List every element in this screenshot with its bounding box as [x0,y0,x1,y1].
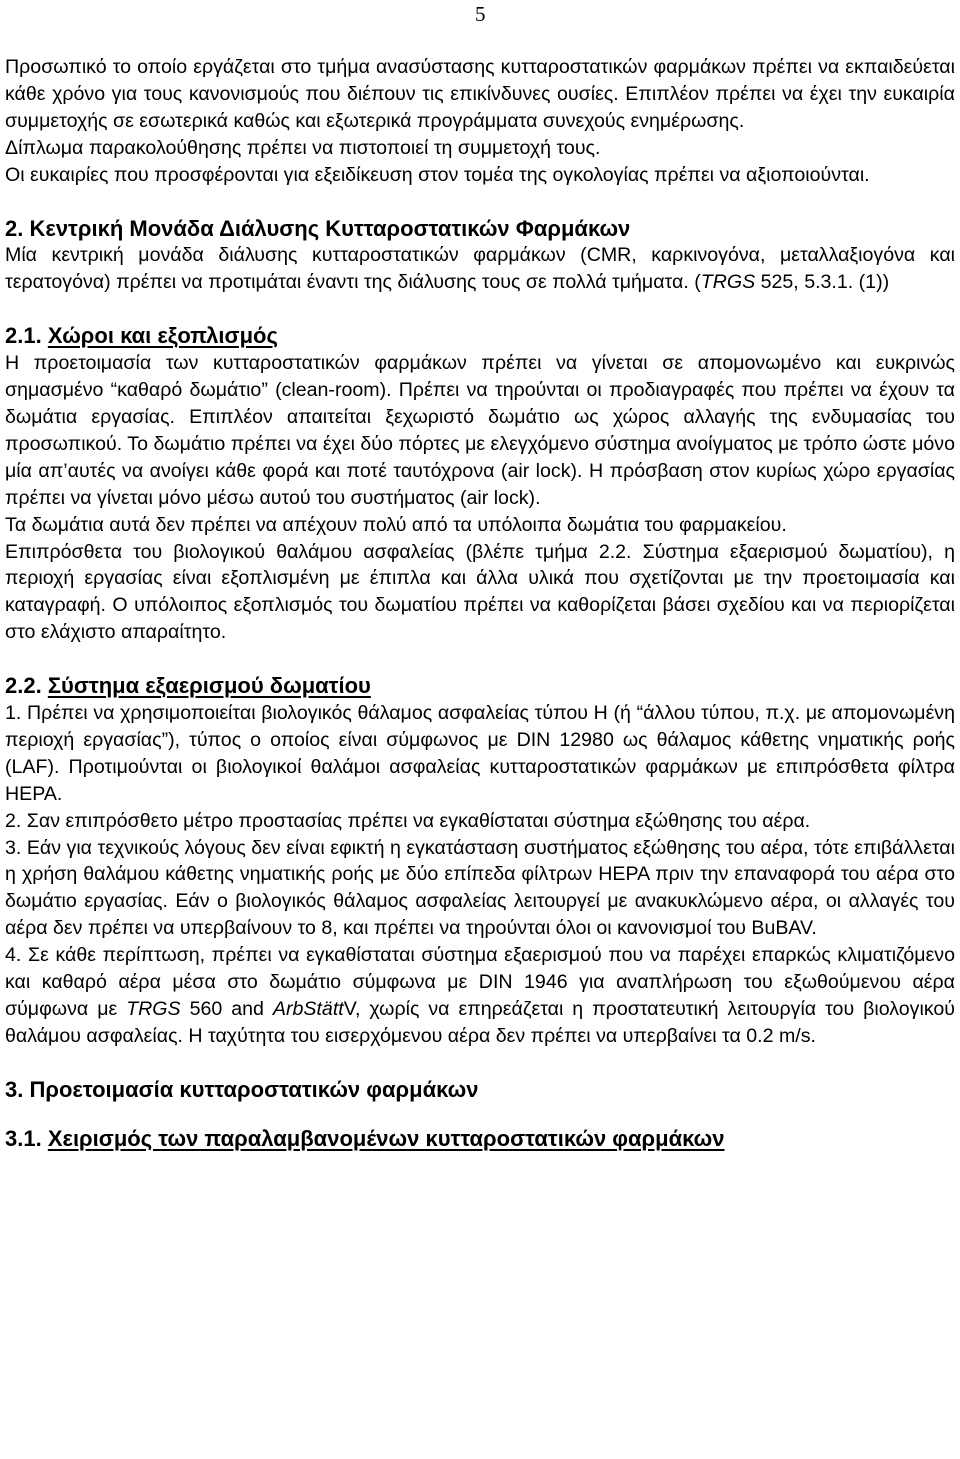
intro-paragraph-specialization: Οι ευκαιρίες που προσφέρονται για εξειδίκευση στον τομέα της ογκολογίας πρέπει να αξιοποιούνται. [5,163,870,186]
page-number: 5 [475,2,486,26]
section-2-1-paragraph-equipment: Επιπρόσθετα του βιολογικού θαλάμου ασφαλείας (βλέπε τμήμα 2.2. Σύστημα εξαερισμού δωματίου), η περιοχή εργασίας είναι εξοπλισμένη με έπιπλα και άλλα υλικά που σχετίζονται με την προετοιμασία και καταγραφή. Ο υπόλοιπος εξοπλισμός του δωματίου πρέπει να καθορίζεται βάσει σχεδίου και να περιορίζεται στο ελάχιστο απαραίτητο. [5,540,955,644]
section-2-2-heading [5,673,955,700]
section-2-1-number: 2.1. [5,323,42,349]
section-2-2-title: Σύστημα εξαερισμού δωματίου [47,673,371,699]
section-2-2-item-4-text-c: V, χωρίς να επηρεάζεται η προστατευτική λειτουργία του βιολογικού θαλάμου ασφαλείας. Η ταχύτητα του εισερχόμενου αέρα δεν πρέπει να υπερβαίνει τα 0.2 m/s. [5,998,956,1047]
section-3-1-title: Χειρισμός των παραλαμβανομένων κυτταροστατικών φαρμάκων [47,1125,725,1151]
intro-paragraph-training: Προσωπικό το οποίο εργάζεται στο τμήμα ανασύστασης κυτταροστατικών φαρμάκων πρέπει να εκπαιδεύεται κάθε χρόνο για τους κανονισμούς που διέπουν τις επικίνδυνες ουσίες. Επιπλέον πρέπει να έχει την ευκαιρία συμμετοχής σε εσωτερικά καθώς και εξωτερικά προγράμματα συνεχούς ενημέρωσης. [5,56,955,132]
section-3-number: 3. [5,1076,24,1102]
section-2-2-item-4-text-a: 4. Σε κάθε περίπτωση, πρέπει να εγκαθίσταται σύστημα εξαερισμού που να παρέχει επαρκώς κλιματιζόμενο και καθαρό αέρα μέσα στο δωμάτιο σύμφωνα με DIN 1946 για αναπλήρωση του εξωθούμενου αέρα σύμφωνα με [5,944,955,1020]
document-body [5,54,955,1153]
section-2-2-item-4-arbstatt: ArbStätt [272,998,344,1020]
section-2-1-heading [5,323,955,350]
section-2-2-item-2: 2. Σαν επιπρόσθετο μέτρο προστασίας πρέπει να εγκαθίσταται σύστημα εξώθησης του αέρα. [5,809,811,832]
section-2-number: 2. [5,215,24,241]
section-3-heading [5,1077,955,1104]
section-2-2-item-1: 1. Πρέπει να χρησιμοποιείται βιολογικός θάλαμος ασφαλείας τύπου Η (ή “άλλου τύπου, π.χ. με απομονωμένη περιοχή εργασίας”), τύπος ο οποίος είναι σύμφωνος με DIN 12980 ως θάλαμος κάθετης νηματικής ροής (LAF). Προτιμούνται οι βιολογικοί θαλάμοι ασφαλείας κυτταροστατικών φαρμάκων με επιπρόσθετα φίλτρα HEPA. [5,702,955,805]
section-2-heading [5,216,955,243]
intro-paragraph-diploma: Δίπλωμα παρακολούθησης πρέπει να πιστοποιεί τη συμμετοχή τους. [5,136,601,159]
section-2-title: Κεντρική Μονάδα Διάλυσης Κυτταροστατικών Φαρμάκων [29,215,631,241]
section-2-1-paragraph-location: Τα δωμάτια αυτά δεν πρέπει να απέχουν πολύ από τα υπόλοιπα δωμάτια του φαρμακείου. [5,513,787,536]
section-2-text-trgs: TRGS [700,271,756,294]
section-2-text-a: Μία κεντρική μονάδα διάλυσης κυτταροστατικών φαρμάκων (CMR, καρκινογόνα, μεταλλαξιογόνα και τερατογόνα) πρέπει να προτιμάται έναντι της διάλυσης τους σε πολλά τμήματα. ( [5,244,955,294]
section-2-2-item-3: 3. Εάν για τεχνικούς λόγους δεν είναι εφικτή η εγκατάσταση συστήματος εξώθησης του αέρα, τότε επιβάλλεται η χρήση θαλάμου κάθετης νηματικής ροής με δύο επίπεδα φίλτρων HEPA πριν την επαναφορά του αέρα στο δωμάτιο εργασίας. Εάν ο βιολογικός θάλαμος ασφαλείας λειτουργεί με ανακυκλώμενο αέρα, οι αλλαγές του αέρα δεν πρέπει να υπερβαίνουν το 8, και πρέπει να τηρούνται όλοι οι κανονισμοί του BuBAV. [5,836,955,940]
section-2-2-item-4-trgs: TRGS [126,998,181,1020]
section-2-2-item-4-text-b: 560 and [180,998,273,1020]
section-3-1-heading [5,1126,955,1153]
section-2-2-item-4 [5,942,955,1050]
section-2-2-number: 2.2. [5,673,42,699]
section-2-1-title: Χώροι και εξοπλισμός [47,323,278,349]
section-3-title: Προετοιμασία κυτταροστατικών φαρμάκων [29,1076,479,1102]
section-2-text-b: 525, 5.3.1. (1)) [755,271,890,294]
section-3-1-number: 3.1. [5,1125,42,1151]
section-2-paragraph [5,242,955,296]
section-2-1-paragraph-cleanroom: Η προετοιμασία των κυτταροστατικών φαρμάκων πρέπει να γίνεται σε απομονωμένο και ευκρινώς σημασμένο “καθαρό δωμάτιο” (clean-room). Πρέπει να τηρούνται οι προδιαγραφές που πρέπει να έχουν τα δωμάτια εργασίας. Επιπλέον απαιτείται ξεχωριστό δωμάτιο ως χώρος αλλαγής της ενδυμασίας του προσωπικού. Το δωμάτιο πρέπει να έχει δύο πόρτες με ελεγχόμενο σύστημα ανοίγματος με τρόπο ώστε μόνο μία απ’αυτές να ανοίγει κάθε φορά και ποτέ ταυτόχρονα (air lock). Η πρόσβαση στον κυρίως χώρο εργασίας πρέπει να γίνεται μόνο μέσω αυτού του συστήματος (air lock). [5,352,955,509]
